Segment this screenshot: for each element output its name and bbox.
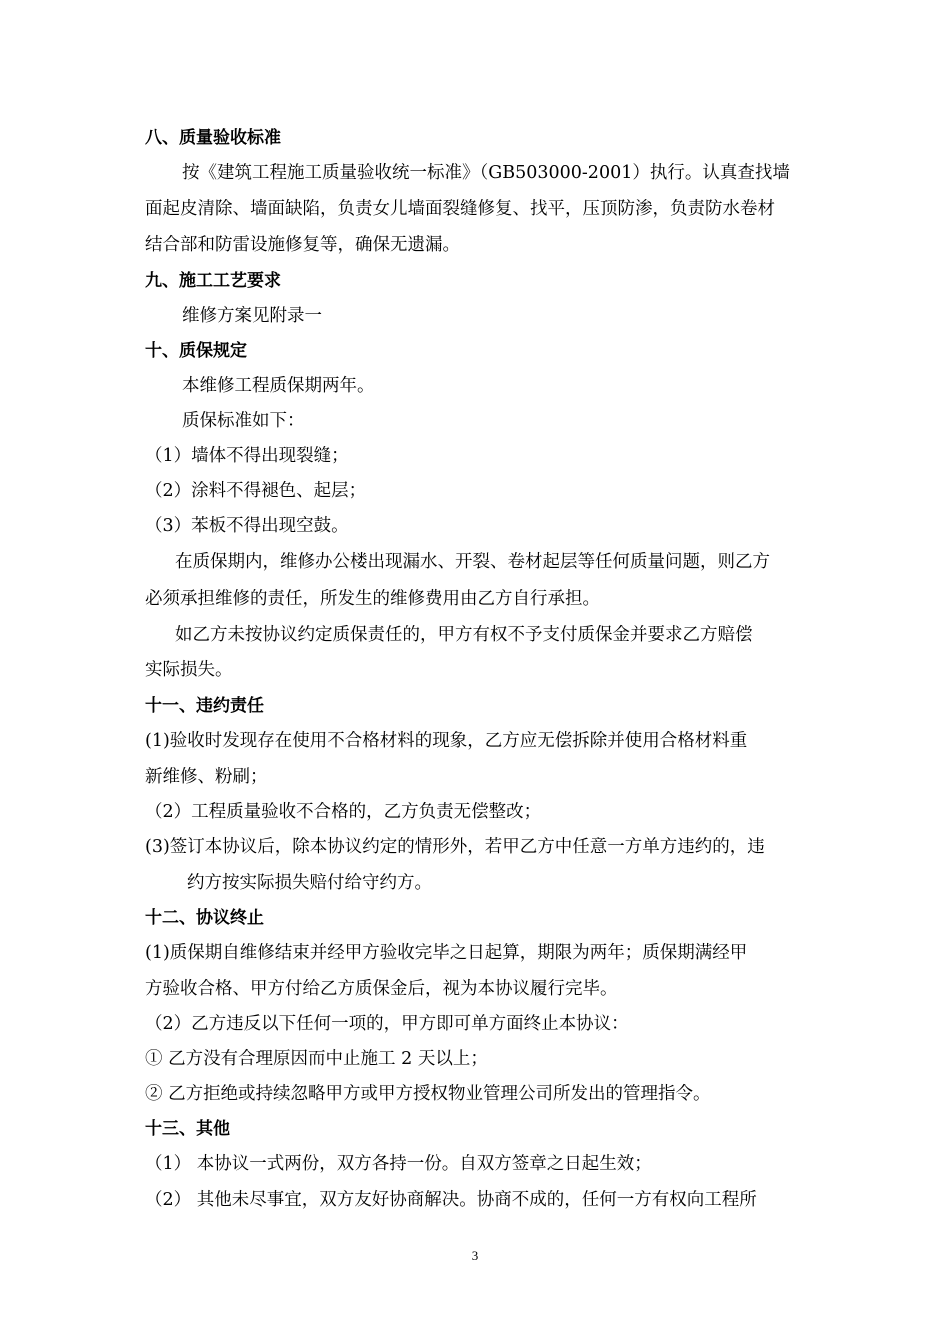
section-heading-8: 八、质量验收标准	[145, 128, 281, 148]
section-heading-10: 十、质保规定	[145, 341, 247, 361]
list-item: （2）乙方违反以下任何一项的，甲方即可单方面终止本协议：	[145, 1014, 629, 1034]
list-item: （3）苯板不得出现空鼓。	[145, 516, 349, 536]
list-item: (1)质保期自维修结束并经甲方验收完毕之日起算，期限为两年；质保期满经甲	[145, 943, 748, 963]
page-number: 3	[471, 1248, 479, 1263]
body-line: 必须承担维修的责任，所发生的维修费用由乙方自行承担。	[145, 589, 600, 609]
body-line: 新维修、粉刷；	[145, 767, 268, 787]
list-item: (1)验收时发现存在使用不合格材料的现象，乙方应无偿拆除并使用合格材料重	[145, 731, 748, 751]
list-item: ② 乙方拒绝或持续忽略甲方或甲方授权物业管理公司所发出的管理指令。	[145, 1084, 711, 1104]
body-line: 结合部和防雷设施修复等，确保无遗漏。	[145, 235, 460, 255]
list-item: ① 乙方没有合理原因而中止施工 2 天以上；	[145, 1049, 488, 1069]
section-heading-9: 九、施工工艺要求	[145, 271, 281, 291]
body-line: 方验收合格、甲方付给乙方质保金后，视为本协议履行完毕。	[145, 979, 618, 999]
list-item: （1） 本协议一式两份，双方各持一份。自双方签章之日起生效；	[145, 1154, 652, 1174]
body-line: 如乙方未按协议约定质保责任的，甲方有权不予支付质保金并要求乙方赔偿	[175, 625, 753, 645]
section-heading-11: 十一、违约责任	[145, 696, 264, 716]
body-line: 质保标准如下：	[182, 411, 305, 431]
body-line: 维修方案见附录一	[182, 306, 322, 326]
list-item: （2） 其他未尽事宜，双方友好协商解决。协商不成的，任何一方有权向工程所	[145, 1190, 757, 1210]
list-item: (3)签订本协议后，除本协议约定的情形外，若甲乙方中任意一方单方违约的，违	[145, 837, 765, 857]
body-line: 按《建筑工程施工质量验收统一标准》（GB503000-2001）执行。认真查找墙	[182, 163, 790, 183]
body-line: 在质保期内，维修办公楼出现漏水、开裂、卷材起层等任何质量问题，则乙方	[175, 552, 770, 572]
list-item: （2）工程质量验收不合格的，乙方负责无偿整改；	[145, 802, 542, 822]
section-heading-12: 十二、协议终止	[145, 908, 264, 928]
section-heading-13: 十三、其他	[145, 1119, 230, 1139]
body-line: 约方按实际损失赔付给守约方。	[187, 873, 432, 893]
body-line: 面起皮清除、墙面缺陷，负责女儿墙面裂缝修复、找平，压顶防渗，负责防水卷材	[145, 199, 775, 219]
list-item: （1）墙体不得出现裂缝；	[145, 446, 349, 466]
body-line: 本维修工程质保期两年。	[182, 376, 375, 396]
list-item: （2）涂料不得褪色、起层；	[145, 481, 367, 501]
body-line: 实际损失。	[145, 660, 233, 680]
